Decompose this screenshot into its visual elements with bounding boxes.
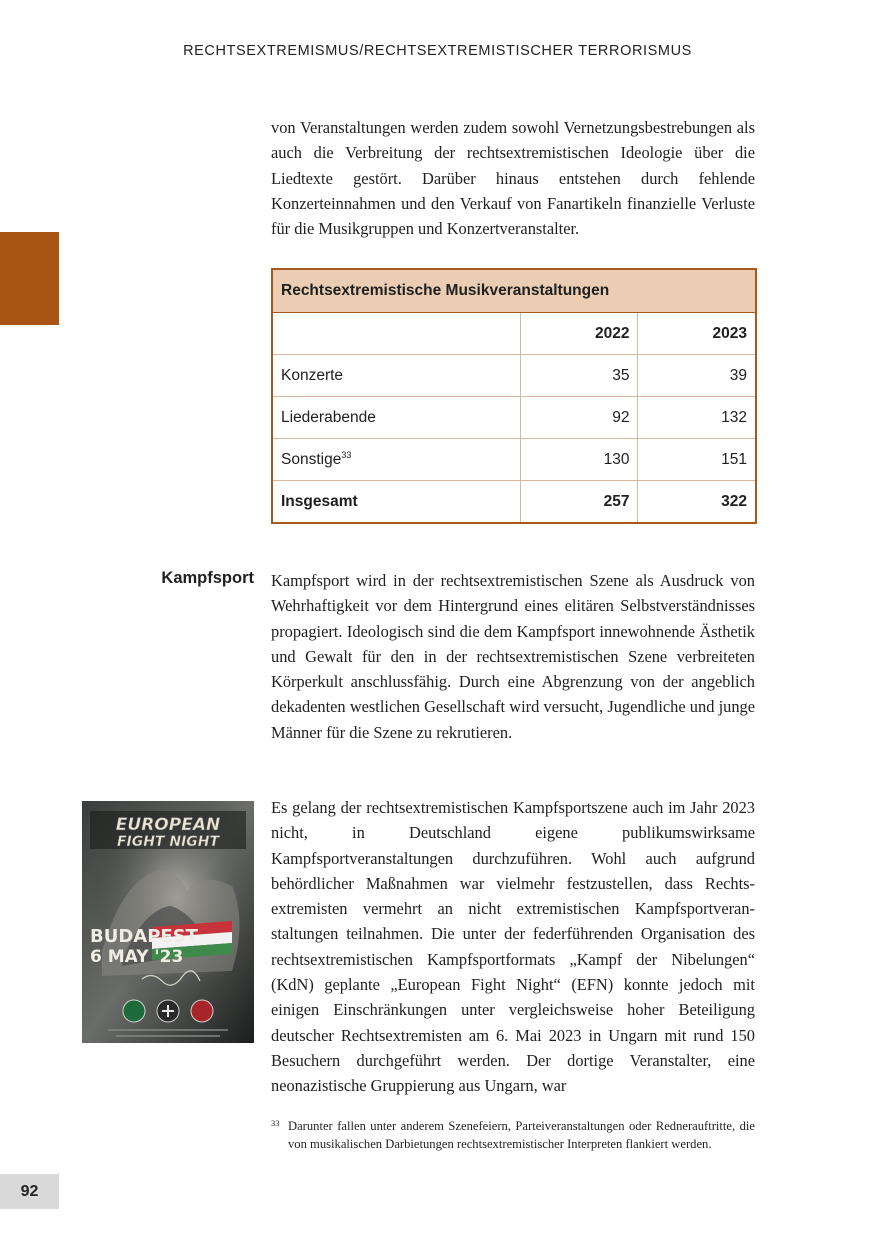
table-header-year: 2022 [520, 313, 638, 355]
poster-title-line2: FIGHT NIGHT [116, 834, 220, 850]
section-paragraph-2: Es gelang der rechtsextremistischen Kampfsportszene auch im Jahr 2023 nicht, in Deutschland eigene publikumswirksame Kampfsportveranstaltungen durchzuführen. Wohl auch aufgrund behördlicher Maßnahmen war vielmehr festzustellen, dass Rechtsextremisten vermehrt an nicht extremistischen Kampfsportveranstaltungen teilnahmen. Die unter der federführenden Organisation des rechtsextremistischen Kampfsportformats „Kampf der Nibelungen“ (KdN) geplante „European Fight Night“ (EFN) konnte jedoch mit einigen Einschränkungen unter vergleichsweise hoher Beteiligung deutscher Rechtsextremisten am 6. Mai 2023 in Ungarn mit rund 150 Besuchern durchgeführt werden. Der dortige Veranstalter, eine neonazistische Gruppierung aus Ungarn, war [271, 798, 755, 1096]
table-header-year: 2023 [638, 313, 756, 355]
table-total-row [272, 481, 756, 524]
running-header: RECHTSEXTREMISMUS/RECHTSEXTREMISTISCHER TERRORISMUS [183, 43, 692, 59]
emblem-icon [123, 1000, 145, 1022]
table-row [272, 439, 756, 481]
page-number: 92 [0, 1174, 59, 1209]
total-label: Insgesamt [272, 481, 520, 524]
section-paragraph-1: Kampfsport wird in der rechtsextremistischen Szene als Ausdruck von Wehrhaftigkeit vor dem Hintergrund eines elitären Selbstverständnisses propagiert. Ideologisch sind die dem Kampfsport innewohnende Ästhetik und Gewalt für den in der rechtsextremistischen Szene verbreiteten Körperkult anschlussfähig. Durch eine Abgrenzung von der angeblich dekadenten westlichen Gesellschaft wird versucht, Jugendliche und junge Männer für die Szene zu rekrutieren. [271, 571, 755, 742]
table-header-empty [272, 313, 520, 355]
emblem-icon [191, 1000, 213, 1022]
poster-title-line1: EUROPEAN [115, 815, 221, 835]
footnote [271, 1117, 755, 1154]
row-label: Sonstige$^{33}$ [272, 439, 520, 481]
table-row [272, 397, 756, 439]
chapter-tab-marker [0, 232, 59, 325]
row-label: Konzerte [272, 355, 520, 397]
poster-date: 6 MAY '23 [90, 947, 184, 967]
footnote-text: Darunter fallen unter anderem Szenefeiern, Parteiveranstaltungen oder Rednerauftritte, die von musikalischen Darbietungen rechtsextremistischer Interpreten flankiert werden. [288, 1119, 755, 1152]
table-title: Rechtsextremistische Musikveranstaltungen [272, 269, 756, 313]
intro-paragraph: von Veranstaltungen werden zudem sowohl Vernetzungsbestrebungen als auch die Verbreitung der rechtsextremistischen Ideologie über die Liedtexte gestört. Darüber hinaus entstehen durch fehlende Konzerteinnahmen und den Verkauf von Fanartikeln finanzielle Verluste für die Musikgruppen und Konzertveranstalter. [271, 118, 755, 239]
row-value-2022: 92 [520, 397, 638, 439]
table-row [272, 355, 756, 397]
poster-city: BUDAPEST [90, 926, 198, 947]
table-title-row [272, 269, 756, 313]
row-value-2022: 35 [520, 355, 638, 397]
footnote-number: 33 [271, 1118, 280, 1128]
total-value-2023: 322 [638, 481, 756, 524]
row-value-2023: 151 [638, 439, 756, 481]
row-value-2023: 39 [638, 355, 756, 397]
section-heading: Kampfsport [161, 569, 254, 587]
total-value-2022: 257 [520, 481, 638, 524]
footnote-reference[interactable]: 33 [341, 449, 352, 460]
row-label: Liederabende [272, 397, 520, 439]
table-header-row [272, 313, 756, 355]
event-poster-image [82, 801, 254, 1043]
music-events-table [271, 268, 757, 524]
row-value-2022: 130 [520, 439, 638, 481]
row-value-2023: 132 [638, 397, 756, 439]
